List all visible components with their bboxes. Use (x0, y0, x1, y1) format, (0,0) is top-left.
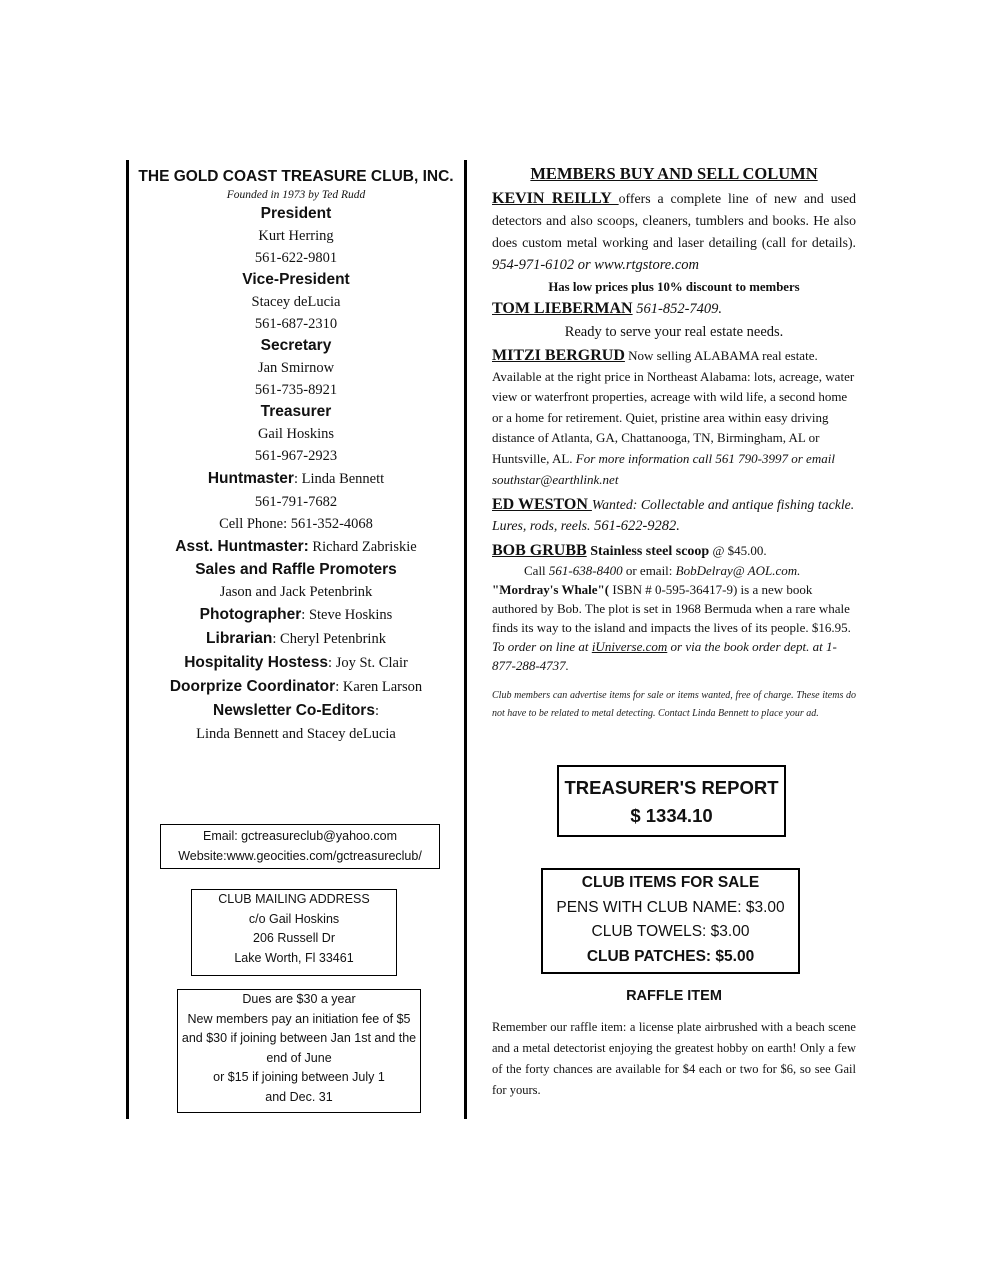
editors-line (130, 699, 462, 723)
bob-call: Call (524, 563, 546, 579)
hospitality-line (130, 651, 462, 675)
iuniverse-link[interactable]: iUniverse.com (591, 639, 668, 655)
mitzi-contact: For more information call 561 790-3997 or email southstar@earthlink.net (492, 450, 835, 487)
huntmaster-label: Huntmaster (207, 470, 294, 487)
treasurer-report-amount: $ 1334.10 (630, 805, 713, 826)
vp-label: Vice-President (242, 271, 350, 288)
kevin-discount: Has low prices plus 10% discount to members (548, 280, 800, 294)
hospitality-name: : Joy St. Clair (328, 655, 408, 671)
mailing-address-box (191, 889, 397, 976)
librarian-name: : Cheryl Petenbrink (272, 631, 386, 647)
secretary-label: Secretary (260, 337, 332, 354)
bob-book-text: is a new book authored by Bob. The plot is set in 1968 Bermuda when a rare whale finds its way to the island and impacts the lives of its people. $16.95. (492, 582, 851, 636)
mitzi-name: MITZI BERGRUD (492, 347, 625, 364)
bob-book-title: "Mordray's Whale"( (492, 582, 610, 598)
mailing-line-3: 206 Russell Dr (253, 931, 335, 945)
treasurer-name: Gail Hoskins (257, 426, 335, 442)
club-items-towels: CLUB TOWELS: $3.00 (591, 923, 750, 940)
president-phone: 561-622-9801 (254, 250, 338, 266)
huntmaster-name: : Linda Bennett (293, 471, 385, 487)
mailing-line-4: Lake Worth, Fl 33461 (234, 950, 354, 965)
mailing-line-1: CLUB MAILING ADDRESS (218, 892, 370, 906)
tom-listing (492, 298, 856, 320)
bob-order-1: To order on line at (492, 639, 592, 655)
editors-names: Linda Bennett and Stacey deLucia (196, 726, 396, 742)
treasurer-report-box (557, 765, 786, 837)
secretary-name: Jan Smirnow (257, 360, 335, 376)
huntmaster-phone: 561-791-7682 (254, 494, 338, 510)
vp-phone: 561-687-2310 (254, 316, 338, 332)
bob-phone: 561-638-8400 (545, 563, 623, 579)
mitzi-text: Now selling ALABAMA real estate. Available at the right price in Northeast Alabama: lots, acreage, water view or waterfront properties, acreage with wild life, a second home or a home for retirement. Quiet, pristine area within easy driving distance of Atlanta, GA, Chattanooga, TN, Birmingham, AL or Huntsville, AL. (492, 348, 855, 466)
editors-label: Newsletter Co-Editors (213, 702, 375, 719)
doorprize-name: : Karen Larson (335, 679, 423, 695)
club-items-pens: PENS WITH CLUB NAME: $3.00 (556, 898, 785, 916)
secretary-phone: 561-735-8921 (254, 382, 338, 398)
treasurer-phone: 561-967-2923 (254, 448, 338, 464)
kevin-listing (492, 188, 856, 276)
bob-order-2: or via the book order dept. at 1-877-288-4737. (492, 639, 837, 674)
dues-line-3: and $30 if joining between Jan 1st and the (181, 1031, 417, 1045)
doorprize-label: Doorprize Coordinator (169, 678, 336, 695)
officers-column (130, 168, 462, 745)
club-items-box (541, 868, 800, 974)
tom-phone: 561-852-7409. (632, 301, 723, 317)
tom-text: Ready to serve your real estate needs. (564, 324, 784, 340)
librarian-line (130, 627, 462, 651)
bob-or: or email: (622, 563, 673, 579)
librarian-label: Librarian (206, 630, 273, 647)
bob-name: BOB GRUBB (492, 542, 587, 560)
mitzi-listing (492, 346, 856, 490)
treasurer-label: Treasurer (260, 403, 332, 420)
club-title: THE GOLD COAST TREASURE CLUB, INC. (138, 168, 454, 185)
photographer-name: : Steve Hoskins (301, 607, 393, 623)
dues-line-5: or $15 if joining between July 1 (213, 1070, 385, 1084)
bob-email: BobDelray@ AOL.com. (672, 563, 801, 579)
ed-phone: 561-622-9282. (590, 517, 680, 534)
center-divider-line (464, 160, 467, 1119)
dues-line-6: and Dec. 31 (265, 1089, 333, 1104)
raffle-text: Remember our raffle item: a license plate airbrushed with a beach scene and a metal detectorist enjoying the greatest hobby on earth! Only a few of the forty chances are available for $4 each or two for $6, so see Gail for yours. (492, 1020, 856, 1097)
bob-listing (492, 541, 856, 675)
advertise-note: Club members can advertise items for sale or items wanted, free of charge. These items do not have to be related to metal detecting. Contact Linda Bennett to place your ad. (492, 690, 856, 720)
kevin-name: KEVIN REILLY (492, 190, 619, 207)
contact-box (160, 824, 440, 869)
club-items-patches: CLUB PATCHES: $5.00 (586, 947, 755, 965)
dues-box (177, 989, 421, 1113)
photographer-label: Photographer (199, 606, 302, 623)
sales-label: Sales and Raffle Promoters (195, 561, 397, 578)
treasurer-report-title: TREASURER'S REPORT (564, 777, 779, 798)
ed-text: Wanted: Collectable and antique fishing tackle. Lures, rods, reels. (492, 497, 855, 533)
president-label: President (260, 205, 332, 222)
bob-item: Stainless steel scoop (586, 544, 710, 560)
ed-listing (492, 495, 856, 536)
bob-isbn: ISBN # 0-595-36417-9) (609, 582, 738, 598)
club-website: Website:www.geocities.com/gctreasureclub/ (178, 848, 422, 863)
huntmaster-cell: Cell Phone: 561-352-4068 (219, 516, 373, 532)
photographer-line (130, 603, 462, 627)
dues-line-2: New members pay an initiation fee of $5 (187, 1011, 411, 1026)
buy-sell-header: MEMBERS BUY AND SELL COLUMN (530, 164, 818, 183)
asst-huntmaster-line (130, 535, 462, 559)
dues-line-1: Dues are $30 a year (242, 992, 356, 1006)
tom-name: TOM LIEBERMAN (492, 300, 633, 317)
vp-name: Stacey deLucia (251, 294, 341, 310)
club-items-title: CLUB ITEMS FOR SALE (581, 874, 760, 891)
doorprize-line (130, 675, 462, 699)
mailing-line-2: c/o Gail Hoskins (248, 911, 340, 926)
huntmaster-line (130, 467, 462, 491)
buy-sell-column (492, 164, 856, 723)
sales-names: Jason and Jack Petenbrink (219, 584, 373, 600)
left-divider-line (126, 160, 129, 1119)
asst-huntmaster-name: Richard Zabriskie (308, 539, 417, 555)
hospitality-label: Hospitality Hostess (184, 654, 329, 671)
club-email: Email: gctreasureclub@yahoo.com (202, 829, 398, 843)
president-name: Kurt Herring (258, 228, 334, 244)
kevin-contact: 954-971-6102 or www.rtgstore.com (492, 257, 700, 273)
kevin-text: offers a complete line of new and used detectors and also scoops, cleaners, tumblers and books. He also does custom metal working and laser detailing (call for details). (492, 191, 856, 250)
dues-line-4: end of June (266, 1050, 332, 1065)
asst-huntmaster-label: Asst. Huntmaster: (175, 538, 309, 555)
editors-colon: : (374, 703, 379, 719)
raffle-title: RAFFLE ITEM (626, 988, 722, 1004)
ed-name: ED WESTON (492, 496, 592, 514)
founded-line: Founded in 1973 by Ted Rudd (226, 189, 366, 201)
bob-price: @ $45.00. (709, 543, 767, 559)
